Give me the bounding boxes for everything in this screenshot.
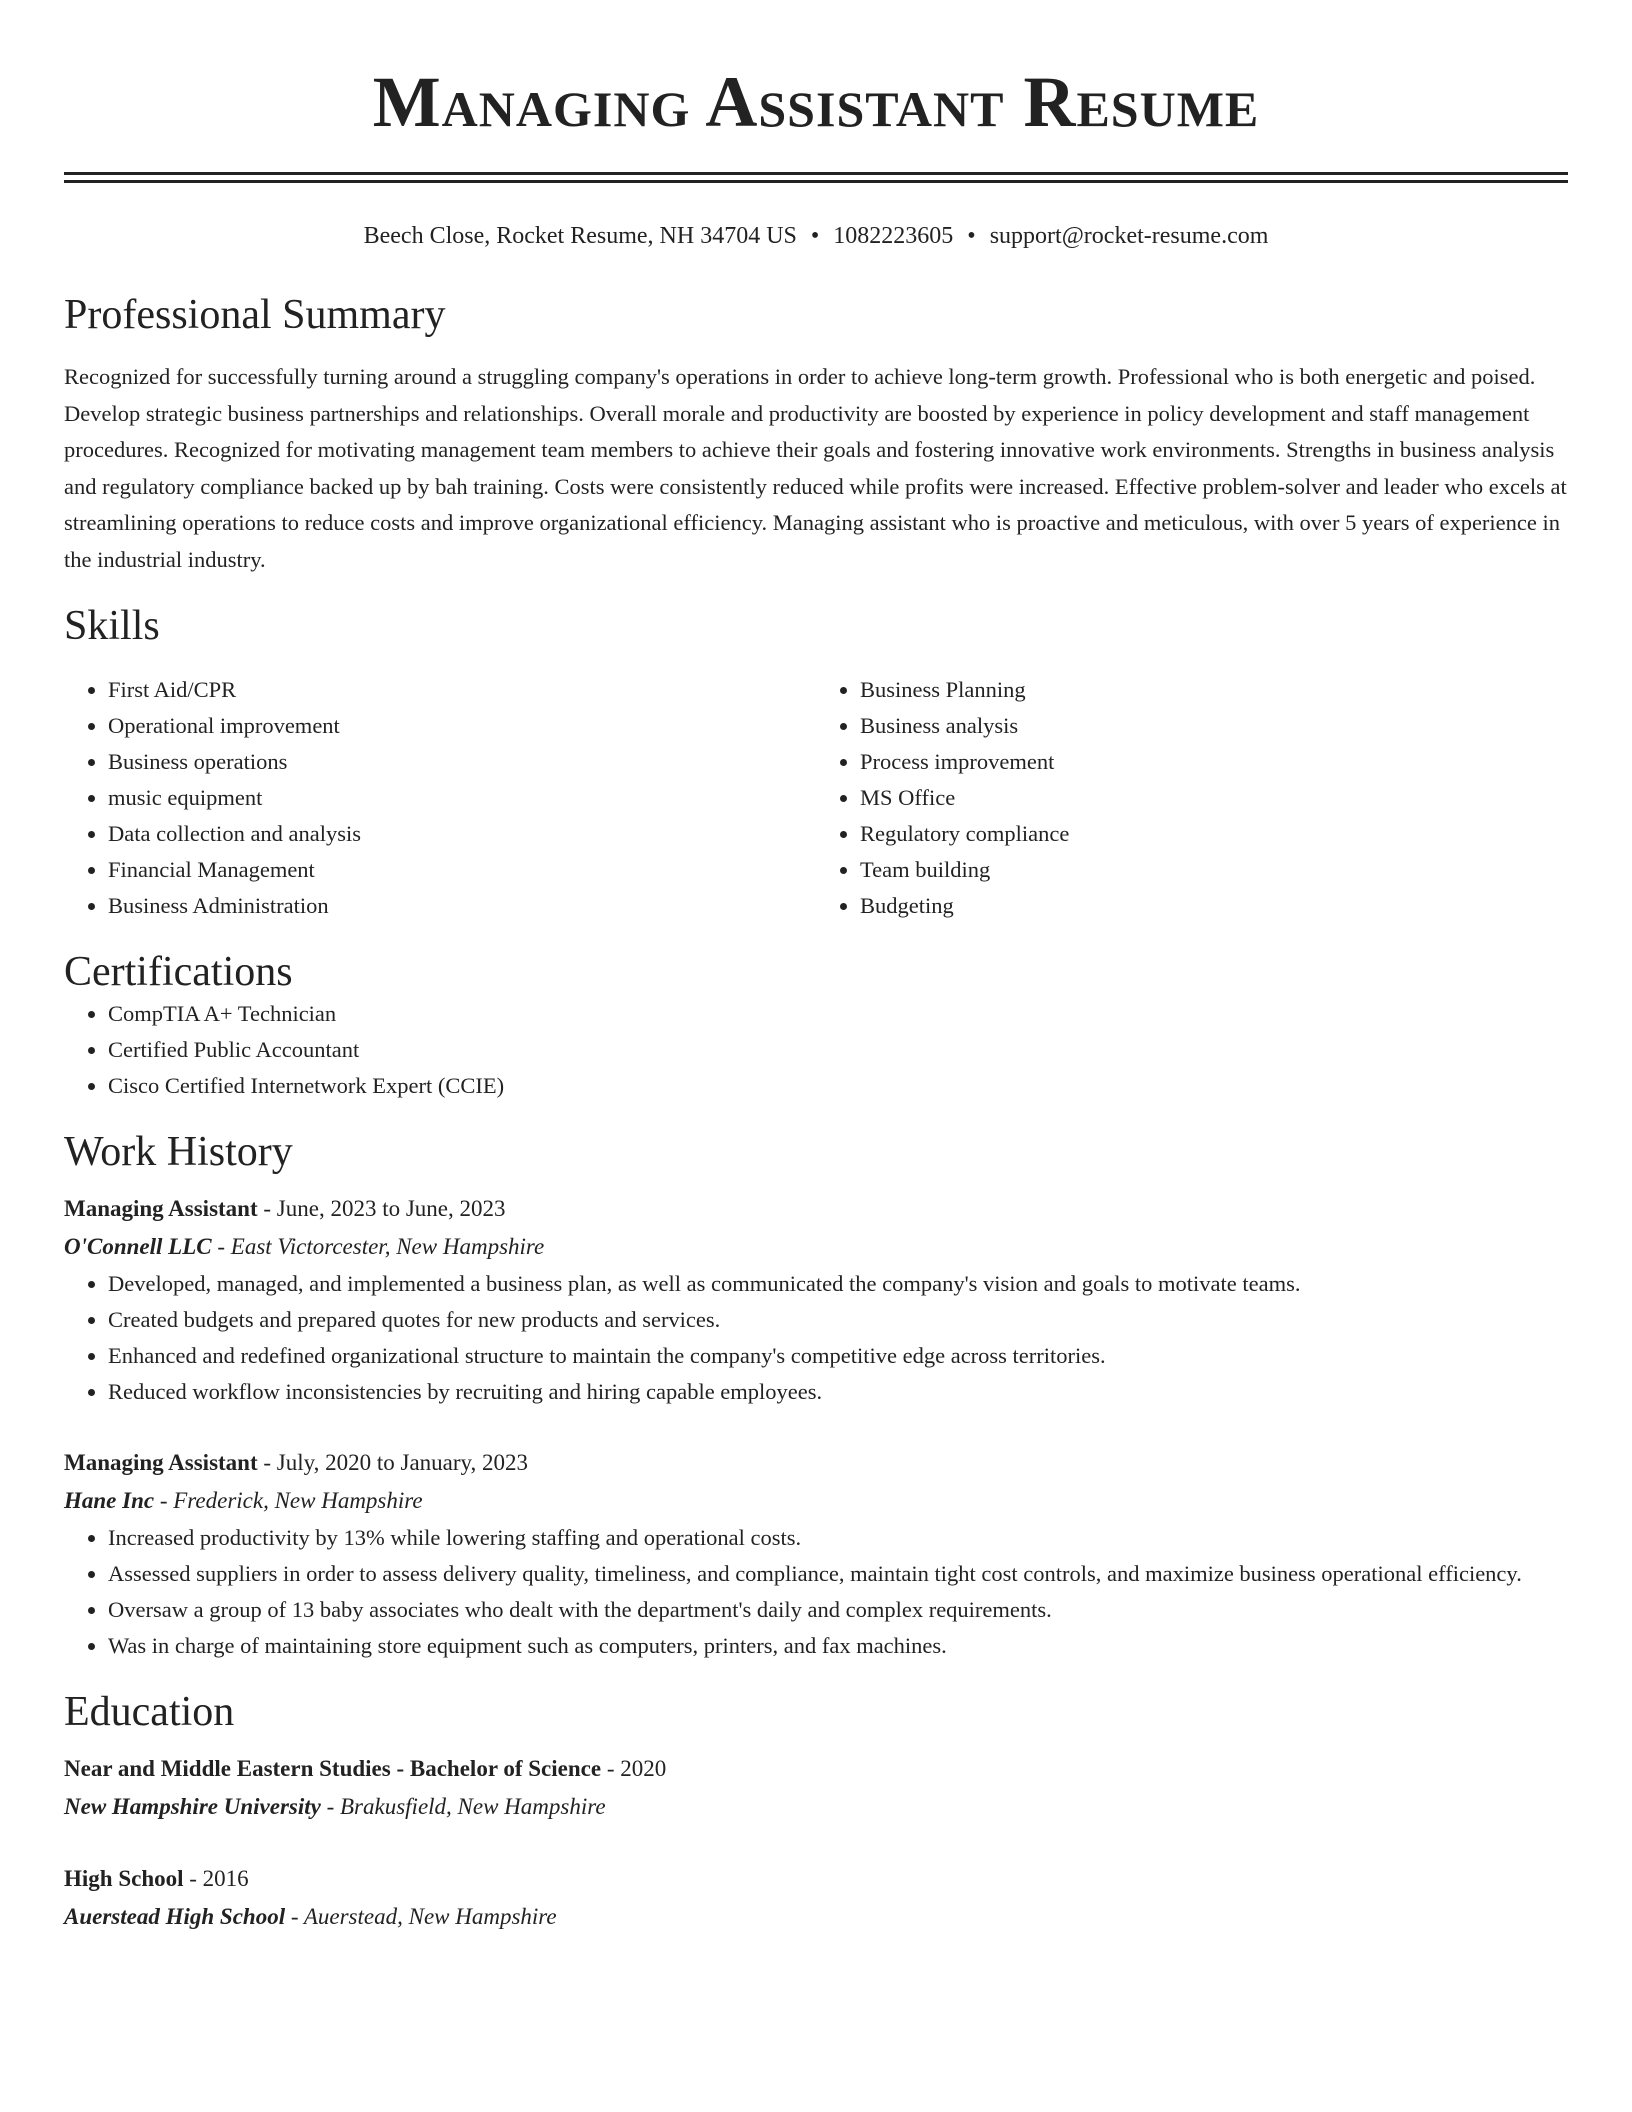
job-location: - Frederick, New Hampshire <box>159 1488 423 1513</box>
job-title-line <box>64 1190 1568 1228</box>
job-dates: - June, 2023 to June, 2023 <box>263 1196 506 1221</box>
skill-item: • Team building <box>860 852 1568 888</box>
job-title: Managing Assistant <box>64 1450 258 1475</box>
skill-item: • First Aid/CPR <box>108 672 816 708</box>
skills-list-right <box>816 672 1568 924</box>
education-entry <box>64 1860 1568 1936</box>
job-bullets <box>64 1266 1568 1410</box>
job-bullet: • Oversaw a group of 13 baby associates who dealt with the department's daily and complex requirements. <box>108 1592 1568 1628</box>
job-location: - East Victorcester, New Hampshire <box>217 1234 545 1259</box>
education-section <box>64 1688 1568 1936</box>
certifications-list <box>64 996 1568 1104</box>
job-company-line <box>64 1228 1568 1266</box>
skill-item: • music equipment <box>108 780 816 816</box>
education-degree: High School <box>64 1866 184 1891</box>
skill-item: • Business analysis <box>860 708 1568 744</box>
skill-item: • Business operations <box>108 744 816 780</box>
skill-item: • Data collection and analysis <box>108 816 816 852</box>
job-dates: - July, 2020 to January, 2023 <box>263 1450 529 1475</box>
skill-item: • MS Office <box>860 780 1568 816</box>
education-heading: Education <box>64 1689 235 1735</box>
job-company-line <box>64 1482 1568 1520</box>
job-bullet: • Developed, managed, and implemented a business plan, as well as communicated the company's vision and goals to motivate teams. <box>108 1266 1568 1302</box>
skill-item: • Business Administration <box>108 888 816 924</box>
skill-item: • Operational improvement <box>108 708 816 744</box>
contact-email: support@rocket-resume.com <box>989 223 1269 249</box>
education-location: - Auerstead, New Hampshire <box>290 1904 557 1929</box>
education-year: - 2020 <box>606 1756 667 1781</box>
education-school-line <box>64 1788 1568 1826</box>
job-bullet: • Was in charge of maintaining store equipment such as computers, printers, and fax machines. <box>108 1628 1568 1664</box>
resume-title: Managing Assistant Resume <box>372 62 1260 142</box>
contact-address: Beech Close, Rocket Resume, NH 34704 US <box>363 223 797 249</box>
education-entry <box>64 1750 1568 1826</box>
skill-item: • Business Planning <box>860 672 1568 708</box>
skills-section <box>64 602 1568 924</box>
education-school: New Hampshire University <box>64 1794 321 1819</box>
skills-list-left <box>64 672 816 924</box>
skills-heading: Skills <box>64 603 160 649</box>
contact-separator: • <box>967 223 976 249</box>
education-degree-line <box>64 1750 1568 1788</box>
summary-section <box>64 291 1568 578</box>
skill-item: • Regulatory compliance <box>860 816 1568 852</box>
work-history-section <box>64 1128 1568 1664</box>
certifications-heading: Certifications <box>64 949 293 995</box>
certification-item: • Certified Public Accountant <box>108 1032 1568 1068</box>
certification-item: • Cisco Certified Internetwork Expert (CCIE) <box>108 1068 1568 1104</box>
education-school-line <box>64 1898 1568 1936</box>
summary-text: Recognized for successfully turning around a struggling company's operations in order to achieve long-term growth. Professional who is both energetic and poised. Develop strategic business partnerships and relationships. Overall morale and productivity are boosted by experience in policy development and staff management procedures. Recognized for motivating management team members to achieve their goals and fostering innovative work environments. Strengths in business analysis and regulatory compliance backed up by bah training. Costs were consistently reduced while profits were increased. Effective problem-solver and leader who excels at streamlining operations to reduce costs and improve organizational efficiency. Managing assistant who is proactive and meticulous, with over 5 years of experience in the industrial industry. <box>64 364 1567 572</box>
certifications-section <box>64 948 1568 1104</box>
education-location: - Brakusfield, New Hampshire <box>326 1794 606 1819</box>
job-bullet: • Created budgets and prepared quotes for new products and services. <box>108 1302 1568 1338</box>
job-bullet: • Reduced workflow inconsistencies by recruiting and hiring capable employees. <box>108 1374 1568 1410</box>
job-entry <box>64 1190 1568 1410</box>
education-degree-line <box>64 1860 1568 1898</box>
title-double-rule <box>64 172 1568 183</box>
education-year: - 2016 <box>189 1866 249 1891</box>
skill-item: • Financial Management <box>108 852 816 888</box>
skill-item: • Budgeting <box>860 888 1568 924</box>
certification-item: • CompTIA A+ Technician <box>108 996 1568 1032</box>
job-title: Managing Assistant <box>64 1196 258 1221</box>
job-entry <box>64 1444 1568 1664</box>
contact-phone: 1082223605 <box>833 223 954 249</box>
summary-heading: Professional Summary <box>64 292 446 338</box>
education-school: Auerstead High School <box>64 1904 286 1929</box>
skill-item: • Process improvement <box>860 744 1568 780</box>
job-bullet: • Assessed suppliers in order to assess delivery quality, timeliness, and compliance, maintain tight cost controls, and maximize business operational efficiency. <box>108 1556 1568 1592</box>
job-company: Hane Inc <box>64 1488 155 1513</box>
job-bullet: • Enhanced and redefined organizational structure to maintain the company's competitive edge across territories. <box>108 1338 1568 1374</box>
skills-grid <box>64 672 1568 924</box>
work-history-heading: Work History <box>64 1129 293 1175</box>
contact-line <box>64 221 1568 251</box>
job-title-line <box>64 1444 1568 1482</box>
education-degree: Near and Middle Eastern Studies - Bachelor of Science <box>64 1756 602 1781</box>
job-company: O'Connell LLC <box>64 1234 212 1259</box>
job-bullets <box>64 1520 1568 1664</box>
job-bullet: • Increased productivity by 13% while lowering staffing and operational costs. <box>108 1520 1568 1556</box>
contact-separator: • <box>810 223 820 249</box>
